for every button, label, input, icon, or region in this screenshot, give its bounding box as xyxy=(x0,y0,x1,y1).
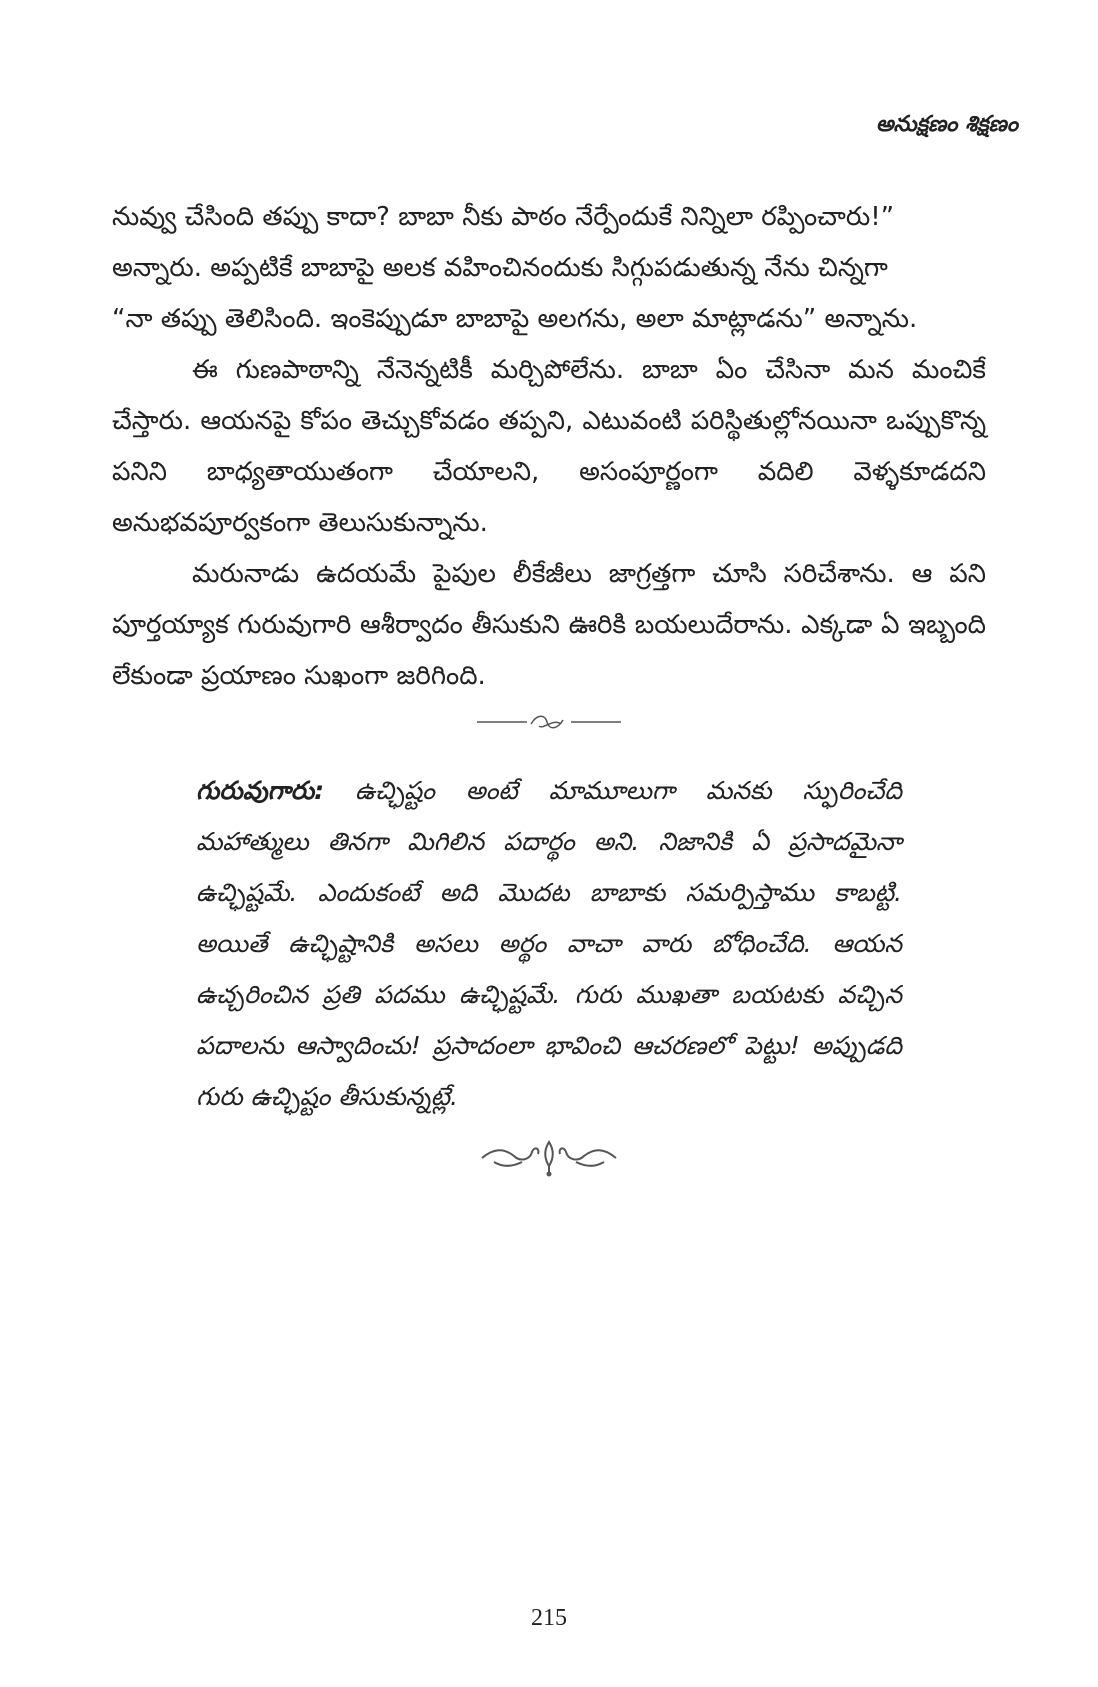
note-speaker: గురువుగారు: xyxy=(196,776,325,805)
paragraph-2: ఈ గుణపాఠాన్ని నేనెన్నటికీ మర్చిపోలేను. బాబా ఏం చేసినా మన మంచికే చేస్తారు. ఆయనపై కోపం తెచ్చుకోవడం తప్పని, ఎటువంటి పరిస్థితుల్లోనయినా ఒప్పుకొన్న పనిని బాధ్యతాయుతంగా చేయాలని, అసంపూర్ణంగా వదిలి వెళ్ళకూడదని అనుభవపూర్వకంగా తెలుసుకున్నాను. xyxy=(112,355,986,538)
scroll-ornament-icon xyxy=(0,1134,1098,1178)
paragraph-1-line-3: “నా తప్పు తెలిసింది. ఇంకెప్పుడూ బాబాపై అలగను, అలా మాట్లాడను” అన్నాను. xyxy=(112,304,918,334)
page-number: 215 xyxy=(531,1605,567,1631)
note-text: ఉచ్ఛిష్టం అంటే మామూలుగా మనకు స్ఫురించేది మహాత్ములు తినగా మిగిలిన పదార్థం అని. నిజానికి ఏ ప్రసాదమైనా ఉచ్ఛిష్టమే. ఎందుకంటే అది మొదట బాబాకు సమర్పిస్తాము కాబట్టి. అయితే ఉచ్ఛిష్టానికి అసలు అర్థం వాచా వారు బోధించేది. ఆయన ఉచ్చరించిన ప్రతి పదము ఉచ్ఛిష్టమే. గురు ముఖతా బయటకు వచ్చిన పదాలను ఆస్వాదించు! ప్రసాదంలా భావించి ఆచరణలో పెట్టు! అప్పుడది గురు ఉచ్ఛిష్టం తీసుకున్నట్లే. xyxy=(196,776,902,1111)
running-header: అనుక్షణం శిక్షణం xyxy=(875,112,1018,137)
paragraph-1-line-2: అన్నారు. అప్పటికే బాబాపై అలక వహించినందుకు సిగ్గుపడుతున్న నేను చిన్నగా xyxy=(112,253,888,283)
flourish-separator-icon xyxy=(0,710,1098,734)
body-text xyxy=(112,192,986,702)
paragraph-1-line-1: నువ్వు చేసింది తప్పు కాదా? బాబా నీకు పాఠం నేర్పేందుకే నిన్నిలా రప్పించారు!” xyxy=(112,202,895,232)
guru-note xyxy=(196,765,902,1122)
paragraph-3: మరునాడు ఉదయమే పైపుల లీకేజీలు జాగ్రత్తగా చూసి సరిచేశాను. ఆ పని పూర్తయ్యాక గురువుగారి ఆశీర్వాదం తీసుకుని ఊరికి బయలుదేరాను. ఎక్కడా ఏ ఇబ్బంది లేకుండా ప్రయాణం సుఖంగా జరిగింది. xyxy=(112,559,986,691)
